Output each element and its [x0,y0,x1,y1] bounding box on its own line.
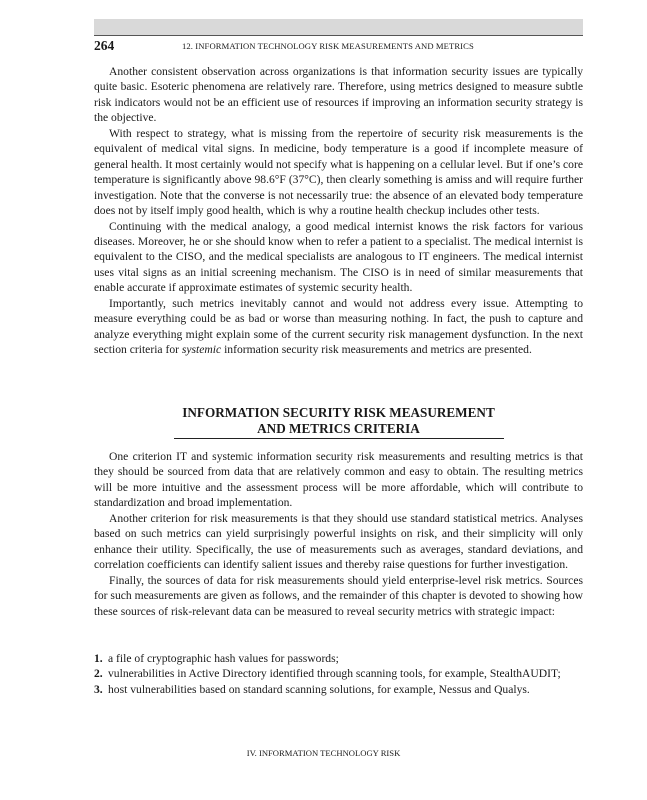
paragraph: Another criterion for risk measurements is that they should use standard statistical metrics. Analyses based on such metrics can yield surprisingly powerful insights on risk, and their simplicity will only enhance their utility. Specifically, the use of measurements such as averages, standard deviations, and correlation coefficients can identify salient issues and thereby raise questions for further investigation. [94,511,583,572]
section-heading-rule [174,438,504,439]
list-item [94,651,583,666]
header-rule [94,35,583,36]
list-number: 2. [94,667,103,681]
running-title: 12. INFORMATION TECHNOLOGY RISK MEASUREMENTS AND METRICS [182,41,474,51]
paragraph-last [94,296,583,358]
paragraph: Another consistent observation across organizations is that information security issues are typically quite basic. Esoteric phenomena are relatively rare. Therefore, using metrics designed to measure subtle risk indicators would not be an efficient use of resources if improving an information security strategy is the objective. [94,65,583,125]
data-source-list [94,651,583,697]
list-item [94,682,583,697]
emphasis-systemic: systemic [181,343,222,357]
paragraph: Continuing with the medical analogy, a good medical internist knows the risk factors for various diseases. Moreover, he or she should know when to refer a patient to a specialist. The medical internist is equivalent to the CISO, and the medical specialists are analogous to IT engineers. The medical internist uses vital signs as an initial screening mechanism. The CISO is in need of similar measurements that enable accurate if approximate estimates of systemic security health. [94,219,583,295]
section-heading-line: AND METRICS CRITERIA [257,421,420,436]
section-heading [94,405,583,437]
paragraph: Finally, the sources of data for risk measurements should yield enterprise-level risk metrics. Sources for such measurements are given as follows, and the remainder of this chapter is devoted to showing how these sources of risk-relevant data can be measured to reveal security metrics with strategic impact: [94,573,583,618]
paragraph-text: information security risk measurements and metrics are presented. [221,343,532,357]
list-text: vulnerabilities in Active Directory identified through scanning tools, for example, StealthAUDIT; [108,667,561,681]
section-heading-line: INFORMATION SECURITY RISK MEASUREMENT [182,405,495,420]
list-number: 3. [94,682,103,696]
page-number: 264 [94,38,115,53]
body-text-bottom [94,449,583,619]
paragraph-text: Importantly, such metrics inevitably cannot and would not address every issue. Attempting to measure everything could be as bad or worse than measuring nothing. In fact, the push to capture and analyze everything might explain some of the current security risk management dysfunction. In the next section criteria for [94,296,583,357]
list-number: 1. [94,652,103,665]
list-text: a file of cryptographic hash values for passwords; [108,652,339,665]
list-text: host vulnerabilities based on standard scanning solutions, for example, Nessus and Qualys. [108,682,530,696]
header-bar [94,19,583,35]
paragraph: With respect to strategy, what is missing from the repertoire of security risk measurements is the equivalent of medical vital signs. In medicine, body temperature is a good if incomplete measure of general health. It most certainly would not specify what is happening on a cellular level. But if one’s core temperature is significantly above 98.6°F (37°C), then clearly something is amiss and will require further investigation. Note that the converse is not necessarily true: the absence of an elevated body temperature does not by itself imply good health, which is why a routine health checkup includes other tests. [94,126,583,218]
paragraph: One criterion IT and systemic information security risk measurements and resulting metrics is that they should be sourced from data that are relatively common and easy to obtain. The resulting metrics will be more intuitive and the assessment process will be more affordable, which will contribute to standardization and broad implementation. [94,450,583,510]
body-text-top [94,64,583,358]
footer-part-title: IV. INFORMATION TECHNOLOGY RISK [246,748,401,758]
list-item [94,666,583,681]
